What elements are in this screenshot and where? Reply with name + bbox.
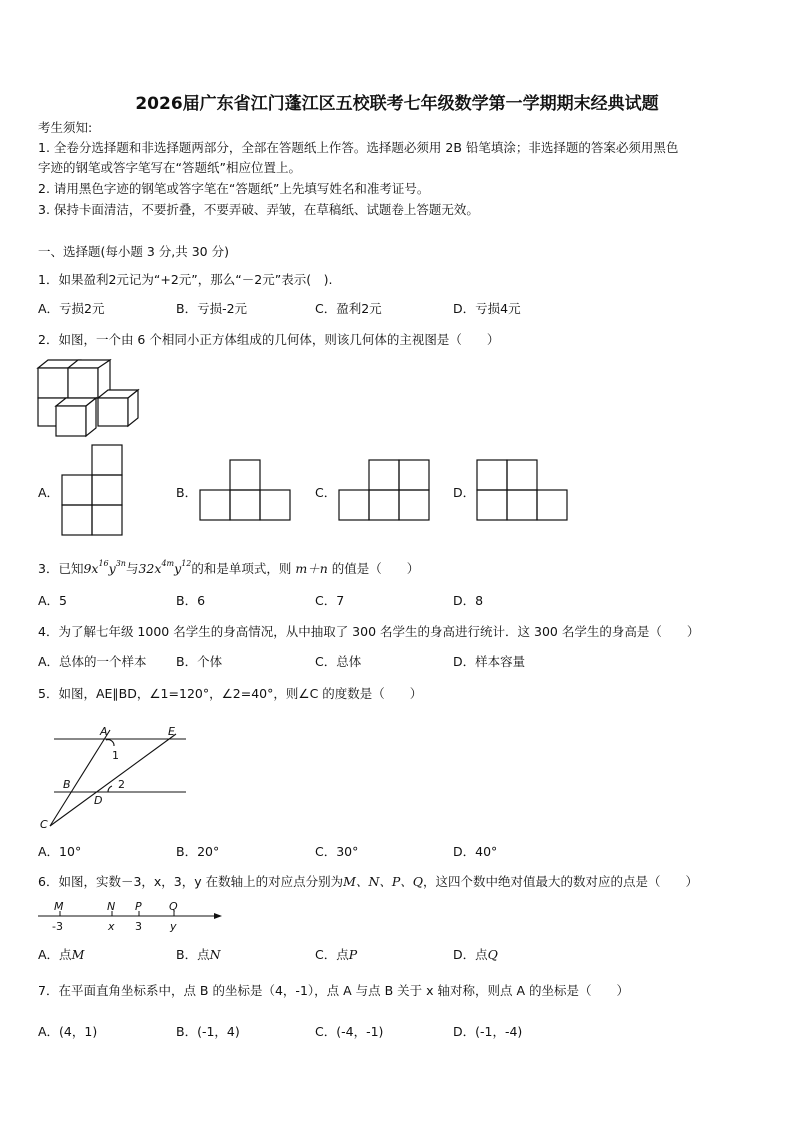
q3-option-c: C．7 bbox=[315, 593, 345, 608]
question-5-stem: 5．如图，AE∥BD，∠1=120°，∠2=40°，则∠C 的度数是（ ） bbox=[38, 686, 423, 701]
q7-option-d: D．(-1，-4) bbox=[453, 1024, 523, 1039]
q6-option-d: D．点Q bbox=[453, 947, 498, 962]
q5-label-1: 1 bbox=[112, 749, 119, 762]
q6-tick-label: 3 bbox=[135, 920, 142, 933]
notice-item: 3. 保持卡面清洁，不要折叠，不要弄破、弄皱，在草稿纸、试题卷上答题无效。 bbox=[38, 202, 479, 217]
notice-item: 1. 全卷分选择题和非选择题两部分，全部在答题纸上作答。选择题必须用 2B 铅笔填涂；非选择题的答案必须用黑色 bbox=[38, 140, 679, 155]
q2-option-c-label: C． bbox=[315, 485, 337, 500]
q6-point-n: N bbox=[107, 900, 116, 913]
q5-option-b: B．20° bbox=[176, 844, 220, 859]
q6-point-m: M bbox=[54, 900, 64, 913]
q2-option-c-figure bbox=[339, 460, 429, 520]
q5-label-e: E bbox=[168, 725, 175, 738]
q1-option-a: A．亏损2元 bbox=[38, 301, 105, 316]
q4-option-b: B．个体 bbox=[176, 654, 223, 669]
q5-figure bbox=[38, 722, 198, 832]
notice-heading: 考生须知: bbox=[38, 120, 93, 135]
q2-option-a-figure bbox=[62, 445, 122, 535]
q6-point-q: Q bbox=[169, 900, 178, 913]
question-4-stem: 4．为了解七年级 1000 名学生的身高情况，从中抽取了 300 名学生的身高进行统计．这 300 名学生的身高是（ ） bbox=[38, 624, 700, 639]
q2-option-b-label: B． bbox=[176, 485, 198, 500]
q5-option-c: C．30° bbox=[315, 844, 359, 859]
q4-option-c: C．总体 bbox=[315, 654, 362, 669]
question-6-stem: 6．如图，实数－3，x，3，y 在数轴上的对应点分别为M、N、P、Q，这四个数中绝对值最大的数对应的点是（ ） bbox=[38, 874, 699, 889]
q5-option-d: D．40° bbox=[453, 844, 498, 859]
q3-option-d: D．8 bbox=[453, 593, 484, 608]
q6-option-c: C．点P bbox=[315, 947, 358, 962]
q6-number-line bbox=[38, 898, 224, 938]
q1-option-c: C．盈利2元 bbox=[315, 301, 382, 316]
q6-tick-label: y bbox=[170, 920, 177, 933]
notice-item: 2. 请用黑色字迹的钢笔或答字笔在“答题纸”上先填写姓名和准考证号。 bbox=[38, 181, 430, 196]
q5-label-d: D bbox=[94, 794, 103, 807]
q7-option-a: A．(4，1) bbox=[38, 1024, 98, 1039]
q3-option-a: A．5 bbox=[38, 593, 68, 608]
q6-tick-label: x bbox=[108, 920, 115, 933]
question-2-stem: 2．如图，一个由 6 个相同小正方体组成的几何体，则该几何体的主视图是（ ） bbox=[38, 332, 500, 347]
q5-label-b: B bbox=[63, 778, 71, 791]
q6-option-b: B．点N bbox=[176, 947, 221, 962]
question-7-stem: 7．在平面直角坐标系中，点 B 的坐标是（4，-1），点 A 与点 B 关于 x 轴对称，则点 A 的坐标是（ ） bbox=[38, 983, 630, 998]
q3-option-b: B．6 bbox=[176, 593, 206, 608]
q5-label-c: C bbox=[40, 818, 48, 831]
q7-option-b: B．(-1，4) bbox=[176, 1024, 240, 1039]
q2-option-b-figure bbox=[200, 460, 290, 520]
q1-option-d: D．亏损4元 bbox=[453, 301, 521, 316]
q6-point-p: P bbox=[135, 900, 142, 913]
section-heading: 一、选择题(每小题 3 分,共 30 分) bbox=[38, 244, 229, 259]
q4-option-d: D．样本容量 bbox=[453, 654, 526, 669]
q5-label-2: 2 bbox=[118, 778, 125, 791]
q5-option-a: A．10° bbox=[38, 844, 82, 859]
notice-item: 字迹的钢笔或答字笔写在“答题纸”相应位置上。 bbox=[38, 160, 301, 175]
q2-option-a-label: A． bbox=[38, 485, 60, 500]
q4-option-a: A．总体的一个样本 bbox=[38, 654, 147, 669]
q2-option-d-figure bbox=[477, 460, 567, 520]
question-3-stem: 3．已知$9x^{16}y^{3n}$与$32x^{4m}y^{12}$的和是单项式，则 m＋n 的值是（ ） bbox=[38, 559, 420, 576]
cube-figure bbox=[38, 356, 148, 440]
q6-tick-label: -3 bbox=[52, 920, 63, 933]
question-1-stem: 1．如果盈利2元记为“+2元”，那么“－2元”表示( ). bbox=[38, 272, 333, 287]
q5-label-a: A bbox=[100, 725, 108, 738]
q6-option-a: A．点M bbox=[38, 947, 85, 962]
page-title: 2026届广东省江门蓬江区五校联考七年级数学第一学期期末经典试题 bbox=[135, 94, 659, 114]
q2-option-d-label: D． bbox=[453, 485, 476, 500]
q7-option-c: C．(-4，-1) bbox=[315, 1024, 384, 1039]
q1-option-b: B．亏损-2元 bbox=[176, 301, 248, 316]
